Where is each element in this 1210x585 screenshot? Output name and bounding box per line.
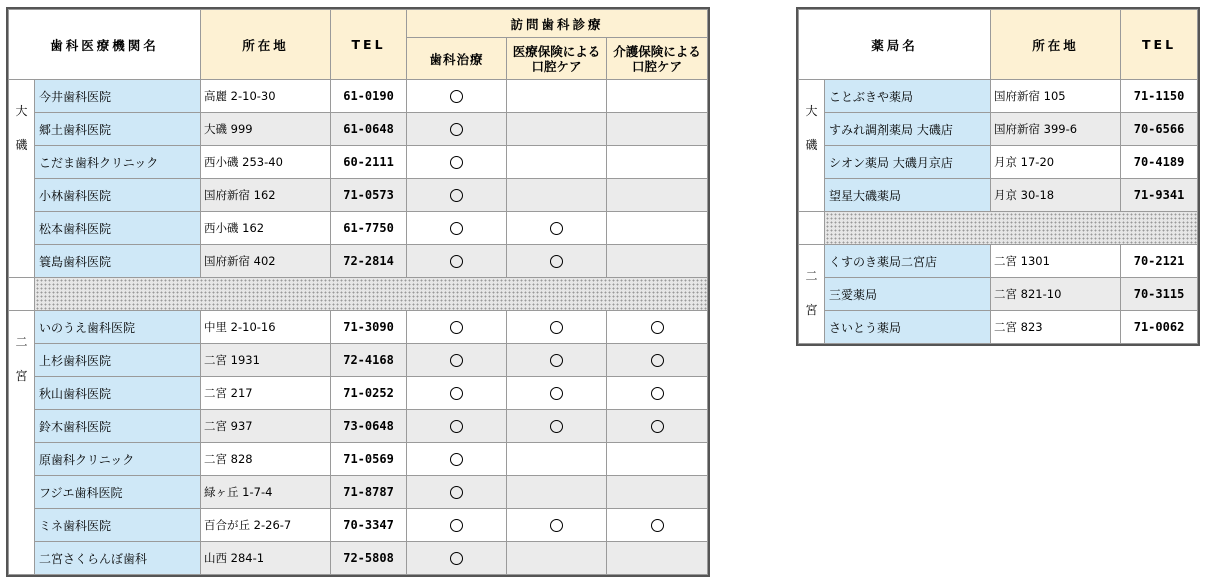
facility-address: 百合が丘 2-26-7 [201, 509, 331, 542]
facility-address: 西小磯 253-40 [201, 146, 331, 179]
facility-tel: 60-2111 [331, 146, 407, 179]
medical-cell [507, 212, 607, 245]
facility-name: ことぶきや薬局 [825, 80, 991, 113]
available-circle-icon [651, 354, 664, 367]
treatment-cell [407, 476, 507, 509]
treatment-cell [407, 344, 507, 377]
facility-tel: 71-0252 [331, 377, 407, 410]
area-label-char: 大 [15, 104, 28, 118]
table-row [9, 245, 708, 278]
table-row [799, 245, 1198, 278]
header-pharmacy-name: 薬局名 [799, 10, 991, 80]
available-circle-icon [450, 552, 463, 565]
treatment-cell [407, 377, 507, 410]
medical-cell [507, 245, 607, 278]
facility-name: すみれ調剤薬局 大磯店 [825, 113, 991, 146]
facility-name: こだま歯科クリニック [35, 146, 201, 179]
table-row [799, 113, 1198, 146]
separator-fill [35, 278, 708, 311]
available-circle-icon [450, 486, 463, 499]
header-medical-line2: 口腔ケア [531, 58, 582, 74]
treatment-cell [407, 311, 507, 344]
facility-address: 国府新宿 402 [201, 245, 331, 278]
care-cell [607, 443, 708, 476]
area-label-char: 宮 [805, 303, 818, 317]
care-cell [607, 212, 708, 245]
pharmacy-table [798, 9, 1198, 344]
care-cell [607, 344, 708, 377]
available-circle-icon [450, 354, 463, 367]
area-label [9, 80, 35, 278]
area-label-char: 宮 [15, 369, 28, 383]
facility-tel: 61-7750 [331, 212, 407, 245]
treatment-cell [407, 80, 507, 113]
facility-tel: 70-3347 [331, 509, 407, 542]
facility-address: 中里 2-10-16 [201, 311, 331, 344]
header-tel: TEL [331, 10, 407, 80]
care-cell [607, 476, 708, 509]
available-circle-icon [550, 420, 563, 433]
area-separator [799, 212, 1198, 245]
facility-address: 国府新宿 105 [991, 80, 1121, 113]
care-cell [607, 179, 708, 212]
treatment-cell [407, 509, 507, 542]
treatment-cell [407, 245, 507, 278]
facility-address: 二宮 937 [201, 410, 331, 443]
care-cell [607, 410, 708, 443]
available-circle-icon [450, 519, 463, 532]
care-cell [607, 542, 708, 575]
header-pharmacy-address: 所在地 [991, 10, 1121, 80]
facility-tel: 61-0648 [331, 113, 407, 146]
facility-address: 二宮 823 [991, 311, 1121, 344]
separator-fill [825, 212, 1198, 245]
facility-name: 鈴木歯科医院 [35, 410, 201, 443]
area-label-char: 二 [15, 335, 28, 349]
treatment-cell [407, 410, 507, 443]
facility-tel: 70-2121 [1121, 245, 1198, 278]
treatment-cell [407, 542, 507, 575]
facility-name: 簑島歯科医院 [35, 245, 201, 278]
care-cell [607, 311, 708, 344]
available-circle-icon [550, 354, 563, 367]
table-row [9, 146, 708, 179]
area-label-char: 大 [805, 104, 818, 118]
care-cell [607, 509, 708, 542]
available-circle-icon [450, 90, 463, 103]
table-row [9, 344, 708, 377]
treatment-cell [407, 212, 507, 245]
header-medical-line1: 医療保険による [512, 43, 601, 59]
table-row [9, 179, 708, 212]
facility-tel: 71-8787 [331, 476, 407, 509]
facility-tel: 71-0573 [331, 179, 407, 212]
table-row [9, 476, 708, 509]
medical-cell [507, 410, 607, 443]
medical-cell [507, 344, 607, 377]
medical-cell [507, 80, 607, 113]
area-label [799, 80, 825, 212]
available-circle-icon [450, 321, 463, 334]
care-cell [607, 245, 708, 278]
treatment-cell [407, 179, 507, 212]
facility-address: 山西 284-1 [201, 542, 331, 575]
available-circle-icon [450, 255, 463, 268]
separator-blank [799, 212, 825, 245]
treatment-cell [407, 146, 507, 179]
medical-cell [507, 509, 607, 542]
facility-tel: 73-0648 [331, 410, 407, 443]
table-row [9, 311, 708, 344]
header-home-visit: 訪問歯科診療 [407, 10, 708, 38]
medical-cell [507, 113, 607, 146]
header-medical-insurance-care [507, 38, 607, 80]
facility-name: 今井歯科医院 [35, 80, 201, 113]
available-circle-icon [450, 123, 463, 136]
facility-tel: 72-2814 [331, 245, 407, 278]
table-row [9, 443, 708, 476]
table-row [9, 377, 708, 410]
area-label-char: 磯 [15, 138, 28, 152]
facility-tel: 71-3090 [331, 311, 407, 344]
available-circle-icon [450, 222, 463, 235]
table-row [9, 410, 708, 443]
facility-address: 国府新宿 162 [201, 179, 331, 212]
available-circle-icon [450, 156, 463, 169]
medical-cell [507, 377, 607, 410]
available-circle-icon [450, 189, 463, 202]
available-circle-icon [450, 420, 463, 433]
dental-clinic-table [8, 9, 708, 575]
facility-name: いのうえ歯科医院 [35, 311, 201, 344]
header-address: 所在地 [201, 10, 331, 80]
facility-name: 望星大磯薬局 [825, 179, 991, 212]
facility-name: さいとう薬局 [825, 311, 991, 344]
facility-name: ミネ歯科医院 [35, 509, 201, 542]
area-label-char: 磯 [805, 138, 818, 152]
facility-name: 小林歯科医院 [35, 179, 201, 212]
available-circle-icon [450, 387, 463, 400]
facility-address: 大磯 999 [201, 113, 331, 146]
facility-name: 原歯科クリニック [35, 443, 201, 476]
table-row [9, 113, 708, 146]
facility-name: 上杉歯科医院 [35, 344, 201, 377]
facility-address: 二宮 828 [201, 443, 331, 476]
separator-blank [9, 278, 35, 311]
facility-name: 三愛薬局 [825, 278, 991, 311]
facility-tel: 70-4189 [1121, 146, 1198, 179]
table-row [799, 80, 1198, 113]
facility-tel: 70-6566 [1121, 113, 1198, 146]
available-circle-icon [450, 453, 463, 466]
medical-cell [507, 146, 607, 179]
table-row [799, 179, 1198, 212]
available-circle-icon [550, 321, 563, 334]
dental-clinic-rows [9, 80, 708, 575]
care-cell [607, 80, 708, 113]
header-care-line1: 介護保険による [613, 43, 701, 59]
header-care-insurance-care [607, 38, 708, 80]
table-row [799, 311, 1198, 344]
facility-name: シオン薬局 大磯月京店 [825, 146, 991, 179]
header-clinic-name: 歯科医療機関名 [9, 10, 201, 80]
area-label [9, 311, 35, 575]
header-pharmacy-tel: TEL [1121, 10, 1198, 80]
facility-name: フジエ歯科医院 [35, 476, 201, 509]
available-circle-icon [550, 387, 563, 400]
facility-address: 二宮 1301 [991, 245, 1121, 278]
facility-tel: 72-4168 [331, 344, 407, 377]
care-cell [607, 377, 708, 410]
treatment-cell [407, 443, 507, 476]
facility-tel: 72-5808 [331, 542, 407, 575]
pharmacy-rows [799, 80, 1198, 344]
medical-cell [507, 311, 607, 344]
table-row [9, 80, 708, 113]
table-row [799, 278, 1198, 311]
medical-cell [507, 179, 607, 212]
available-circle-icon [550, 222, 563, 235]
treatment-cell [407, 113, 507, 146]
facility-name: くすのき薬局二宮店 [825, 245, 991, 278]
facility-address: 高麗 2-10-30 [201, 80, 331, 113]
available-circle-icon [651, 420, 664, 433]
medical-cell [507, 443, 607, 476]
facility-address: 月京 30-18 [991, 179, 1121, 212]
medical-cell [507, 476, 607, 509]
table-row [9, 542, 708, 575]
facility-tel: 71-1150 [1121, 80, 1198, 113]
available-circle-icon [651, 519, 664, 532]
facility-name: 松本歯科医院 [35, 212, 201, 245]
available-circle-icon [550, 519, 563, 532]
area-label-char: 二 [805, 269, 818, 283]
available-circle-icon [651, 387, 664, 400]
facility-tel: 71-0569 [331, 443, 407, 476]
facility-address: 緑ヶ丘 1-7-4 [201, 476, 331, 509]
area-separator [9, 278, 708, 311]
facility-tel: 70-3115 [1121, 278, 1198, 311]
header-care-line2: 口腔ケア [632, 58, 683, 74]
facility-name: 秋山歯科医院 [35, 377, 201, 410]
facility-address: 二宮 1931 [201, 344, 331, 377]
available-circle-icon [651, 321, 664, 334]
facility-tel: 71-9341 [1121, 179, 1198, 212]
facility-address: 二宮 217 [201, 377, 331, 410]
table-row [9, 509, 708, 542]
area-label [799, 245, 825, 344]
medical-cell [507, 542, 607, 575]
care-cell [607, 113, 708, 146]
facility-tel: 61-0190 [331, 80, 407, 113]
facility-address: 月京 17-20 [991, 146, 1121, 179]
facility-address: 国府新宿 399-6 [991, 113, 1121, 146]
table-row [799, 146, 1198, 179]
facility-name: 郷土歯科医院 [35, 113, 201, 146]
facility-address: 西小磯 162 [201, 212, 331, 245]
facility-address: 二宮 821-10 [991, 278, 1121, 311]
facility-name: 二宮さくらんぼ歯科 [35, 542, 201, 575]
facility-tel: 71-0062 [1121, 311, 1198, 344]
care-cell [607, 146, 708, 179]
available-circle-icon [550, 255, 563, 268]
table-row [9, 212, 708, 245]
header-dental-treatment: 歯科治療 [407, 38, 507, 80]
